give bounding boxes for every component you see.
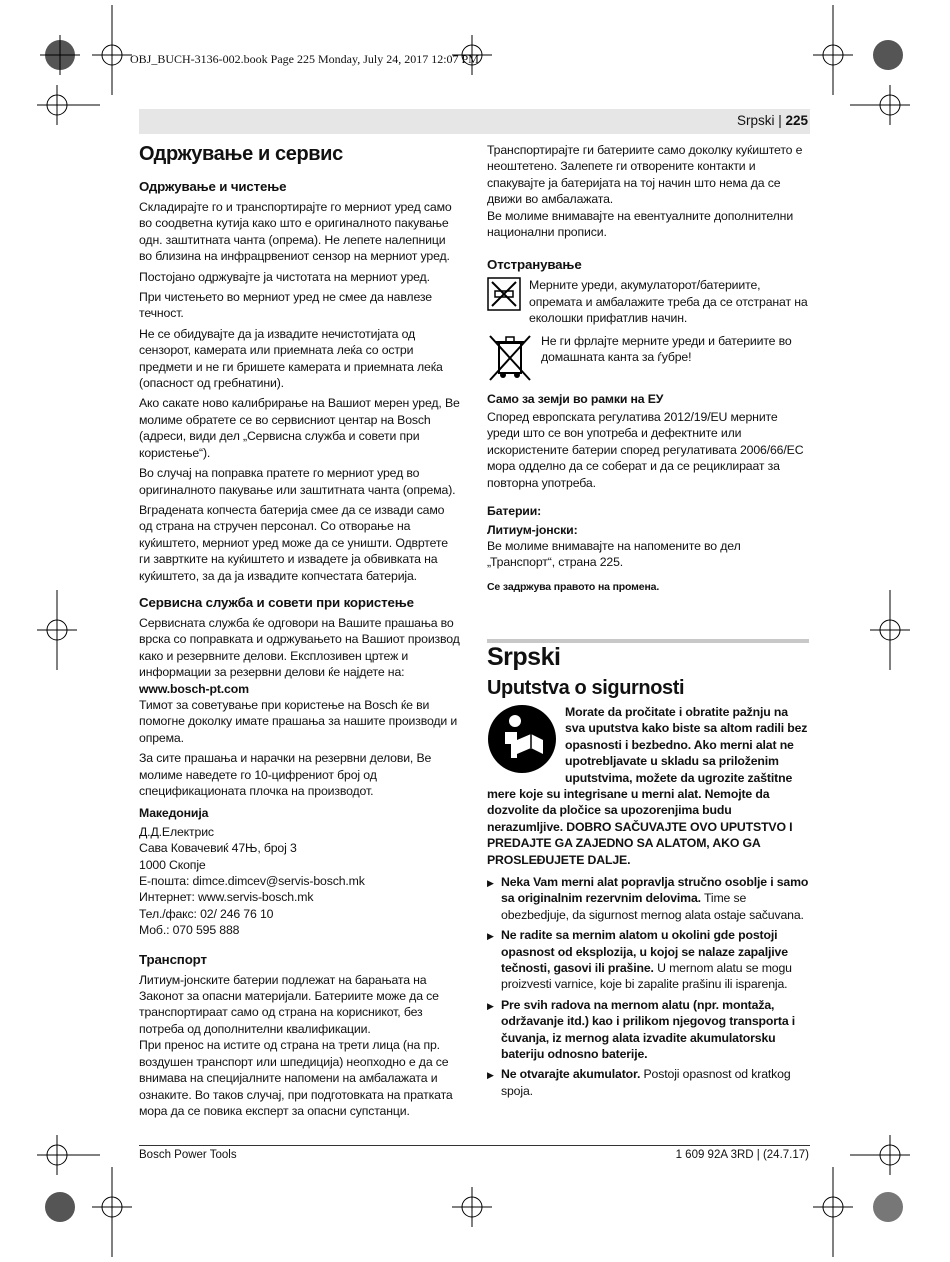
- address-block: [139, 824, 461, 939]
- list-item: ▶ Neka Vam merni alat popravlja stručno osoblje i samo sa originalnim rezervnim delovima. Time se obezbedjuje, da sigurnost mernog alata ostaje sačuvana.: [487, 874, 809, 923]
- bin-row: [487, 333, 809, 381]
- header-band: [139, 109, 810, 134]
- address-line: Д.Д.Електрис: [139, 824, 214, 839]
- paragraph: Вградената копчеста батерија смее да се извади само од страна на стручен персонал. Со отворање на куќиштето, мерниот уред може да се уништи. Одвртете ги завртките на куќиштето и извадете ја обвивката на куќиштето, за да ја извадите копчестата батерија.: [139, 502, 448, 583]
- crosshair-icon: [37, 590, 77, 670]
- paragraph: Транспортирајте ги батериите само доколку куќиштето е неоштетено. Залепете ги отворените контакти и спакувајте ја батеријата на тој начин што нема да се движи во амбалажата.: [487, 143, 803, 207]
- disposal-text: Не ги фрлајте мерните уреди и батериите во домашната канта за ѓубре!: [541, 333, 792, 365]
- safety-intro-text: Morate da pročitate i obratite pažnju na sva uputstva kako biste sa altom radili bez opasnosti i bezbedno. Ako merni alat ne upotrebljavate u skladu sa priloženim uputstvima, možete da ugrozite zaštitne mere koje su integrisane u merni alat. Nemojte da dozvolite da pločice sa upozorenjima budu nerazumljive. DOBRO SAČUVAJTE OVO UPUTSTVO I PREDAJTE GA ZAJEDNO SA ALATOM, AKO GA PROSLEĐUJETE DALJE.: [487, 704, 808, 867]
- subsection-heading: Отстранување: [487, 257, 582, 273]
- paragraph: Во случај на поправка пратете го мерниот уред во оригиналното пакување или заштитната чанта (опрема).: [139, 466, 456, 497]
- header-language: Srpski: [736, 113, 775, 128]
- safety-intro: [487, 704, 809, 868]
- subsection-heading: Транспорт: [139, 951, 207, 967]
- paragraph: Ве молиме внимавајте на напомените во дел „Транспорт“, страна 225.: [487, 538, 741, 570]
- paragraph: Според европската регулатива 2012/19/EU мерните уреди што се вон употреба и дефектните или искористените батерии според регулативата 2006/66/EC мора одделно да се соберат и да се рециклираат за повторна употреба.: [487, 410, 804, 490]
- crossed-bin-icon: [487, 333, 533, 383]
- liion-label: Литиум-јонски:: [487, 522, 578, 537]
- crosshair-icon: [850, 85, 910, 125]
- list-item: ▶ Ne radite sa mernim alatom u okolini gde postoji opasnost od eksplozija, u kojoj se nalaze zapaljive tečnosti, gasovi ili prašine. U mernom alatu se mogu proizvesti varnice, koje bi zapalite prašinu ili isparenja.: [487, 927, 809, 993]
- list-item: ▶ Ne otvarajte akumulator. Postoji opasnost od kratkog spoja.: [487, 1066, 809, 1099]
- phone-line: Тел./факс: 02/ 246 76 10: [139, 906, 274, 921]
- subsection-heading: Одржување и чистење: [139, 179, 287, 194]
- safety-list: [487, 874, 809, 1099]
- right-column: [487, 142, 809, 1103]
- crosshair-icon: [92, 5, 132, 95]
- paragraph: Литиум-јонските батерии подлежат на барањата на Законот за опасни материјали. Батериите може да се транспортираат само од страна на корисникот, без потреба од дополнителни квалификации.: [139, 972, 439, 1036]
- page-number: 225: [785, 113, 808, 128]
- paragraph: Сервисната служба ќе одговори на Вашите прашања во врска со поправката и одржувањето на Вашиот производ како и резервните делови. Експлозивен цртеж и информации за резервни делови ќе најдете на: www.bosch-pt.com: [139, 615, 460, 696]
- disposal-row: [487, 277, 809, 326]
- paragraph: При пренос на истите од страна на трети лица (на пр. воздушен транспорт или шпедиција) неопходно е да се внимава на специјалните напомени на амбалажата и ознаките. Во таков случај, при подготовката на пратката мора да се повика експерт за опасни супстанци.: [139, 1038, 453, 1118]
- crosshair-icon: [40, 35, 80, 75]
- crosshair-icon: [873, 1192, 903, 1222]
- batteries-label: Батерии:: [487, 504, 542, 519]
- website-line: Интернет: www.servis-bosch.mk: [139, 890, 314, 905]
- page-header: Srpski | 225: [736, 113, 808, 128]
- read-manual-icon: [487, 704, 557, 774]
- address-line: 1000 Скопје: [139, 857, 206, 872]
- eu-heading: Само за земји во рамки на ЕУ: [487, 391, 664, 406]
- paragraph: Ако сакате ново калибрирање на Вашиот мерен уред, Ве молиме обратете се во сервисниот центар на Bosch (адреси, види дел „Сервисна служба и совети при користење“).: [139, 396, 460, 460]
- crosshair-icon: [873, 40, 903, 70]
- address-line: Сава Ковачевиќ 47Њ, број 3: [139, 841, 297, 856]
- service-url[interactable]: www.bosch-pt.com: [139, 681, 249, 696]
- paragraph: Складирајте го и транспортирајте го мерниот уред само во соодветна кутија како што е оригиналното пакување одн. заштитната чанта (опрема). Не лепете налепници во близина на инфрацрвениот сензор на мерниот уред.: [139, 200, 452, 264]
- section-title: Одржување и сервис: [139, 143, 343, 165]
- email-line: E-пошта: dimce.dimcev@servis-bosch.mk: [139, 874, 365, 889]
- crosshair-icon: [850, 1135, 910, 1175]
- crosshair-icon: [92, 1167, 132, 1257]
- paragraph: Не се обидувајте да ја извадите нечистотијата од сензорот, камерата или приемната леќа со остри предмети и не ги бришете камерата и приемната леќа (опасност од гребнатини).: [139, 326, 443, 391]
- paragraph: Ве молиме внимавајте на евентуалните дополнителни национални прописи.: [487, 208, 794, 240]
- paragraph: Постојано одржувајте ја чистотата на мерниот уред.: [139, 269, 430, 284]
- subsection-heading: Сервисна служба и совети при користење: [139, 594, 414, 610]
- paragraph: Тимот за советување при користење на Bosch ќе ви помогне доколку имате прашања за нашите производи и опрема.: [139, 697, 458, 745]
- crosshair-icon: [45, 1192, 75, 1222]
- rights-reserved: Се задржува правото на промена.: [487, 580, 660, 593]
- footer-rule: [139, 1145, 810, 1146]
- crosshair-icon: [452, 1187, 492, 1227]
- recycle-tools-icon: [487, 277, 521, 311]
- left-column: [139, 142, 461, 1123]
- crosshair-icon: [813, 5, 853, 95]
- disposal-text: Мерните уреди, акумулаторот/батериите, опремата и амбалажите треба да се отстранат на еколошки прифатлив начин.: [529, 278, 808, 326]
- paragraph: За сите прашања и нарачки на резервни делови, Ве молиме наведете го 10-цифрениот број од спецификационата плочка на производот.: [139, 751, 432, 798]
- crosshair-icon: [870, 590, 910, 670]
- safety-title: Uputstva o sigurnosti: [487, 676, 685, 699]
- book-info-line: OBJ_BUCH-3136-002.book Page 225 Monday, July 24, 2017 12:07 PM: [130, 52, 479, 66]
- list-item: ▶ Pre svih radova na mernom alatu (npr. montaža, održavanje itd.) kao i prilikom njegovog transporta i čuvanja, iz mernog alata izvadite akumulatorsku bateriju odnosno baterije.: [487, 997, 809, 1063]
- crosshair-icon: [37, 85, 100, 125]
- language-section-title: Srpski: [487, 643, 561, 672]
- footer-brand: Bosch Power Tools: [139, 1149, 237, 1161]
- crosshair-icon: [37, 1135, 100, 1175]
- footer-doc-number: 1 609 92A 3RD | (24.7.17): [675, 1149, 809, 1161]
- mobile-line: Моб.: 070 595 888: [139, 923, 240, 938]
- crosshair-icon: [813, 1167, 853, 1257]
- country-heading: Македонија: [139, 806, 209, 821]
- paragraph: При чистењето во мерниот уред не смее да навлезе течност.: [139, 290, 432, 321]
